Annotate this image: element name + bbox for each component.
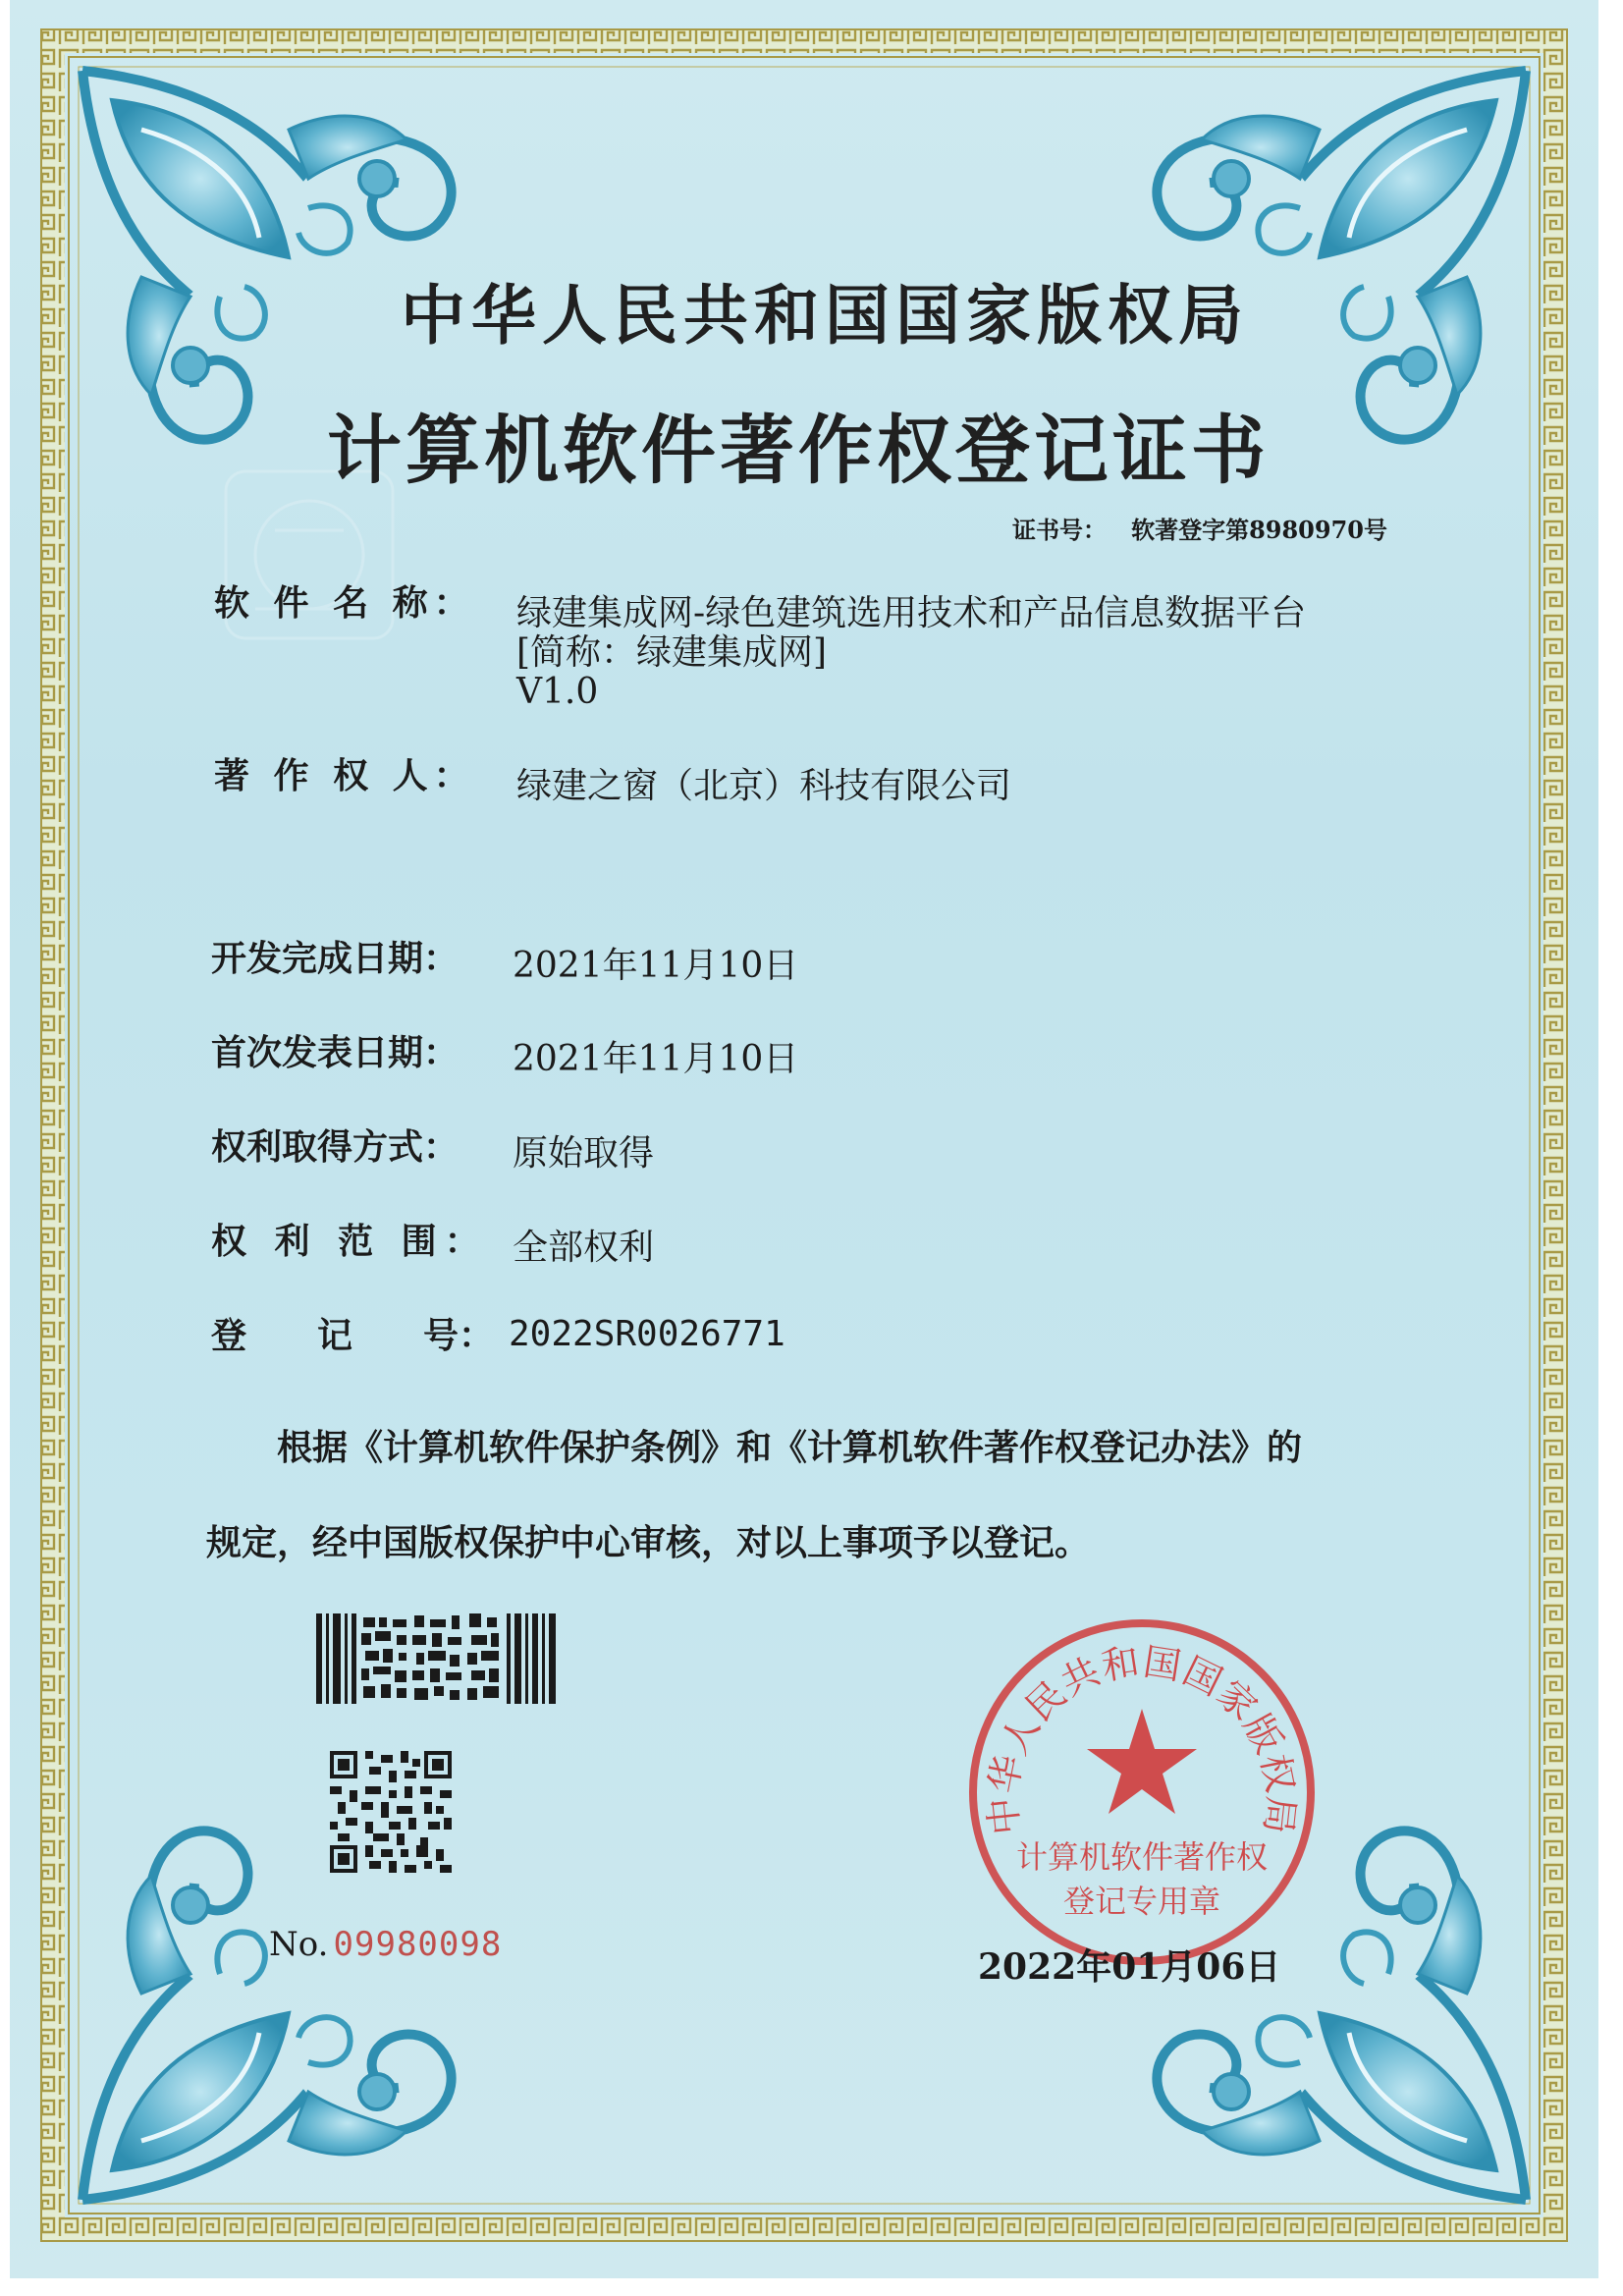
completion-date-label: 开发完成日期： <box>211 938 460 979</box>
acquisition-method-value: 原始取得 <box>513 1133 655 1174</box>
certificate-number-value: 软著登字第8980970号 <box>1131 516 1387 544</box>
seal-arc-text: 中华人民共和国国家版权局 <box>980 1639 1304 1837</box>
seal-line-1: 计算机软件著作权 <box>1015 1838 1269 1876</box>
statement-line-2: 规定，经中国版权保护中心审核，对以上事项予以登记。 <box>206 1522 1091 1563</box>
seal-star-icon <box>1087 1709 1197 1814</box>
statement-line-1: 根据《计算机软件保护条例》和《计算机软件著作权登记办法》的 <box>277 1427 1303 1468</box>
certificate-title: 计算机软件著作权登记证书 <box>327 407 1270 494</box>
issuer-title: 中华人民共和国国家版权局 <box>401 277 1249 354</box>
serial-number <box>269 1925 502 1964</box>
acquisition-method-label: 权利取得方式： <box>211 1126 460 1168</box>
registration-number-value: 2022SR0026771 <box>509 1314 785 1354</box>
copyright-owner-label: 著 作 权 人： <box>214 755 475 796</box>
software-name-line-2: [简称：绿建集成网] <box>516 632 828 673</box>
serial-prefix: No. <box>269 1925 329 1964</box>
software-name-line-3: V1.0 <box>516 672 599 712</box>
publication-date-label: 首次发表日期： <box>211 1032 460 1073</box>
publication-date-value: 2021年11月10日 <box>513 1039 799 1079</box>
certificate-number-label: 证书号： <box>1012 516 1107 544</box>
completion-date-value: 2021年11月10日 <box>513 946 799 986</box>
certificate-number <box>1012 511 1387 545</box>
official-seal <box>960 1611 1324 1974</box>
seal-line-2: 登记专用章 <box>1062 1883 1221 1920</box>
barcode <box>316 1613 556 1704</box>
certificate <box>10 0 1598 2278</box>
copyright-owner-value: 绿建之窗（北京）科技有限公司 <box>516 766 1012 806</box>
software-name-line-1: 绿建集成网-绿色建筑选用技术和产品信息数据平台 <box>516 593 1307 633</box>
registration-number-label: 登 记 号： <box>211 1315 495 1356</box>
issue-date: 2022年01月06日 <box>978 1946 1281 1988</box>
software-name-label: 软 件 名 称： <box>214 582 475 624</box>
scope-value: 全部权利 <box>513 1228 655 1268</box>
qr-code <box>330 1751 452 1873</box>
scope-label: 权 利 范 围： <box>211 1221 488 1262</box>
serial-value: 09980098 <box>333 1925 503 1964</box>
